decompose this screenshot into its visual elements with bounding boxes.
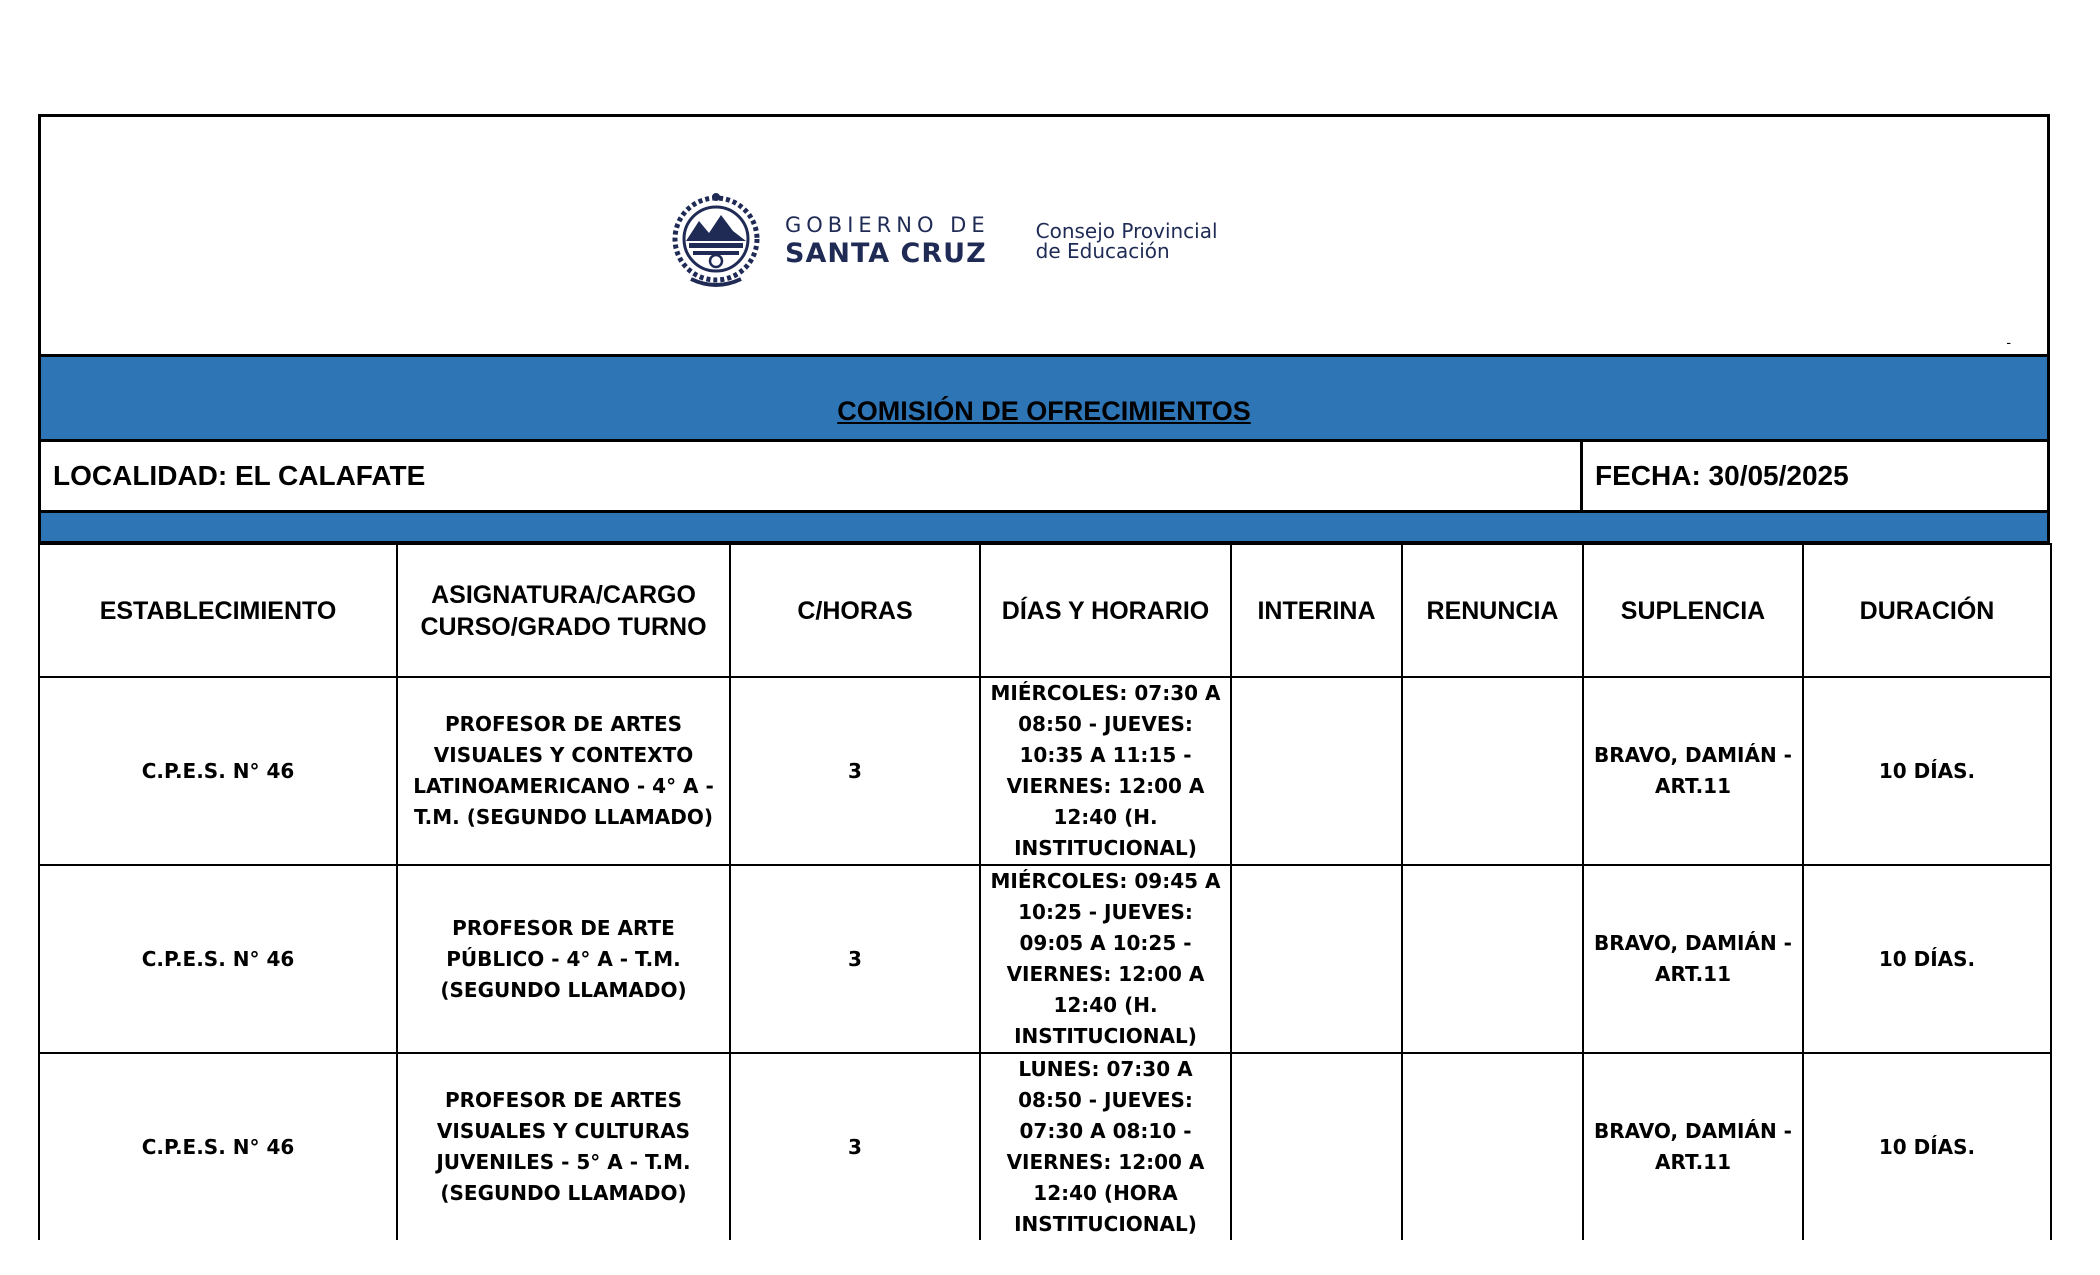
cell-dias: MIÉRCOLES: 09:45 A 10:25 - JUEVES: 09:05 A 10:25 - VIERNES: 12:00 A 12:40 (H. INSTITUCIONAL) — [980, 865, 1231, 1053]
table-row — [39, 1053, 2051, 1240]
cell-horas: 3 — [730, 865, 980, 1053]
government-label: GOBIERNO DE — [785, 213, 990, 237]
col-header-asignatura-line2: CURSO/GRADO TURNO — [420, 612, 707, 641]
col-header-horas: C/HORAS — [730, 544, 980, 677]
col-header-suplencia: SUPLENCIA — [1583, 544, 1803, 677]
cell-dias: MIÉRCOLES: 07:30 A 08:50 - JUEVES: 10:35 A 11:15 - VIERNES: 12:00 A 12:40 (H. INSTITUCIONAL) — [980, 677, 1231, 865]
cell-suplencia: BRAVO, DAMIÁN - ART.11 — [1583, 677, 1803, 865]
cell-renuncia — [1402, 865, 1583, 1053]
cell-asignatura: PROFESOR DE ARTES VISUALES Y CONTEXTO LATINOAMERICANO - 4° A - T.M. (SEGUNDO LLAMADO) — [397, 677, 730, 865]
cell-renuncia — [1402, 1053, 1583, 1240]
cell-interina — [1231, 865, 1402, 1053]
provincial-seal-icon — [669, 191, 763, 291]
cell-interina — [1231, 677, 1402, 865]
cell-dias: LUNES: 07:30 A 08:50 - JUEVES: 07:30 A 08:10 - VIERNES: 12:00 A 12:40 (HORA INSTITUCIONAL) — [980, 1053, 1231, 1240]
letterhead — [38, 114, 2050, 357]
locality-date-row — [38, 439, 2050, 513]
cell-duracion: 10 DÍAS. — [1803, 677, 2051, 865]
offers-table — [38, 543, 2052, 1240]
council-line-2: de Educación — [1035, 239, 1170, 263]
province-name: SANTA CRUZ — [785, 238, 987, 269]
cell-suplencia: BRAVO, DAMIÁN - ART.11 — [1583, 1053, 1803, 1240]
council-name — [1036, 221, 1218, 261]
document-sheet — [38, 114, 2050, 1240]
cell-establecimiento: C.P.E.S. N° 46 — [39, 677, 397, 865]
government-name — [785, 215, 990, 267]
title-banner — [38, 357, 2050, 439]
cell-renuncia — [1402, 677, 1583, 865]
government-logo — [669, 191, 1218, 291]
page-title: COMISIÓN DE OFRECIMIENTOS — [837, 396, 1251, 426]
col-header-interina: INTERINA — [1231, 544, 1402, 677]
corner-mark: - — [2006, 334, 2011, 350]
council-line-1: Consejo Provincial — [1035, 219, 1218, 243]
col-header-asignatura — [397, 544, 730, 677]
cell-suplencia: BRAVO, DAMIÁN - ART.11 — [1583, 865, 1803, 1053]
cell-horas: 3 — [730, 677, 980, 865]
col-header-establecimiento: ESTABLECIMIENTO — [39, 544, 397, 677]
cell-duracion: 10 DÍAS. — [1803, 865, 2051, 1053]
table-row — [39, 865, 2051, 1053]
cell-establecimiento: C.P.E.S. N° 46 — [39, 865, 397, 1053]
table-header-row — [39, 544, 2051, 677]
col-header-asignatura-line1: ASIGNATURA/CARGO — [431, 580, 696, 609]
col-header-dias: DÍAS Y HORARIO — [980, 544, 1231, 677]
cell-asignatura: PROFESOR DE ARTE PÚBLICO - 4° A - T.M. (SEGUNDO LLAMADO) — [397, 865, 730, 1053]
cell-establecimiento: C.P.E.S. N° 46 — [39, 1053, 397, 1240]
table-row — [39, 677, 2051, 865]
col-header-renuncia: RENUNCIA — [1402, 544, 1583, 677]
separator-bar — [38, 513, 2050, 543]
cell-interina — [1231, 1053, 1402, 1240]
date-label: FECHA: 30/05/2025 — [1595, 460, 1849, 491]
cell-horas: 3 — [730, 1053, 980, 1240]
cell-duracion: 10 DÍAS. — [1803, 1053, 2051, 1240]
cell-asignatura: PROFESOR DE ARTES VISUALES Y CULTURAS JUVENILES - 5° A - T.M. (SEGUNDO LLAMADO) — [397, 1053, 730, 1240]
col-header-duracion: DURACIÓN — [1803, 544, 2051, 677]
locality-label: LOCALIDAD: EL CALAFATE — [41, 442, 1583, 510]
